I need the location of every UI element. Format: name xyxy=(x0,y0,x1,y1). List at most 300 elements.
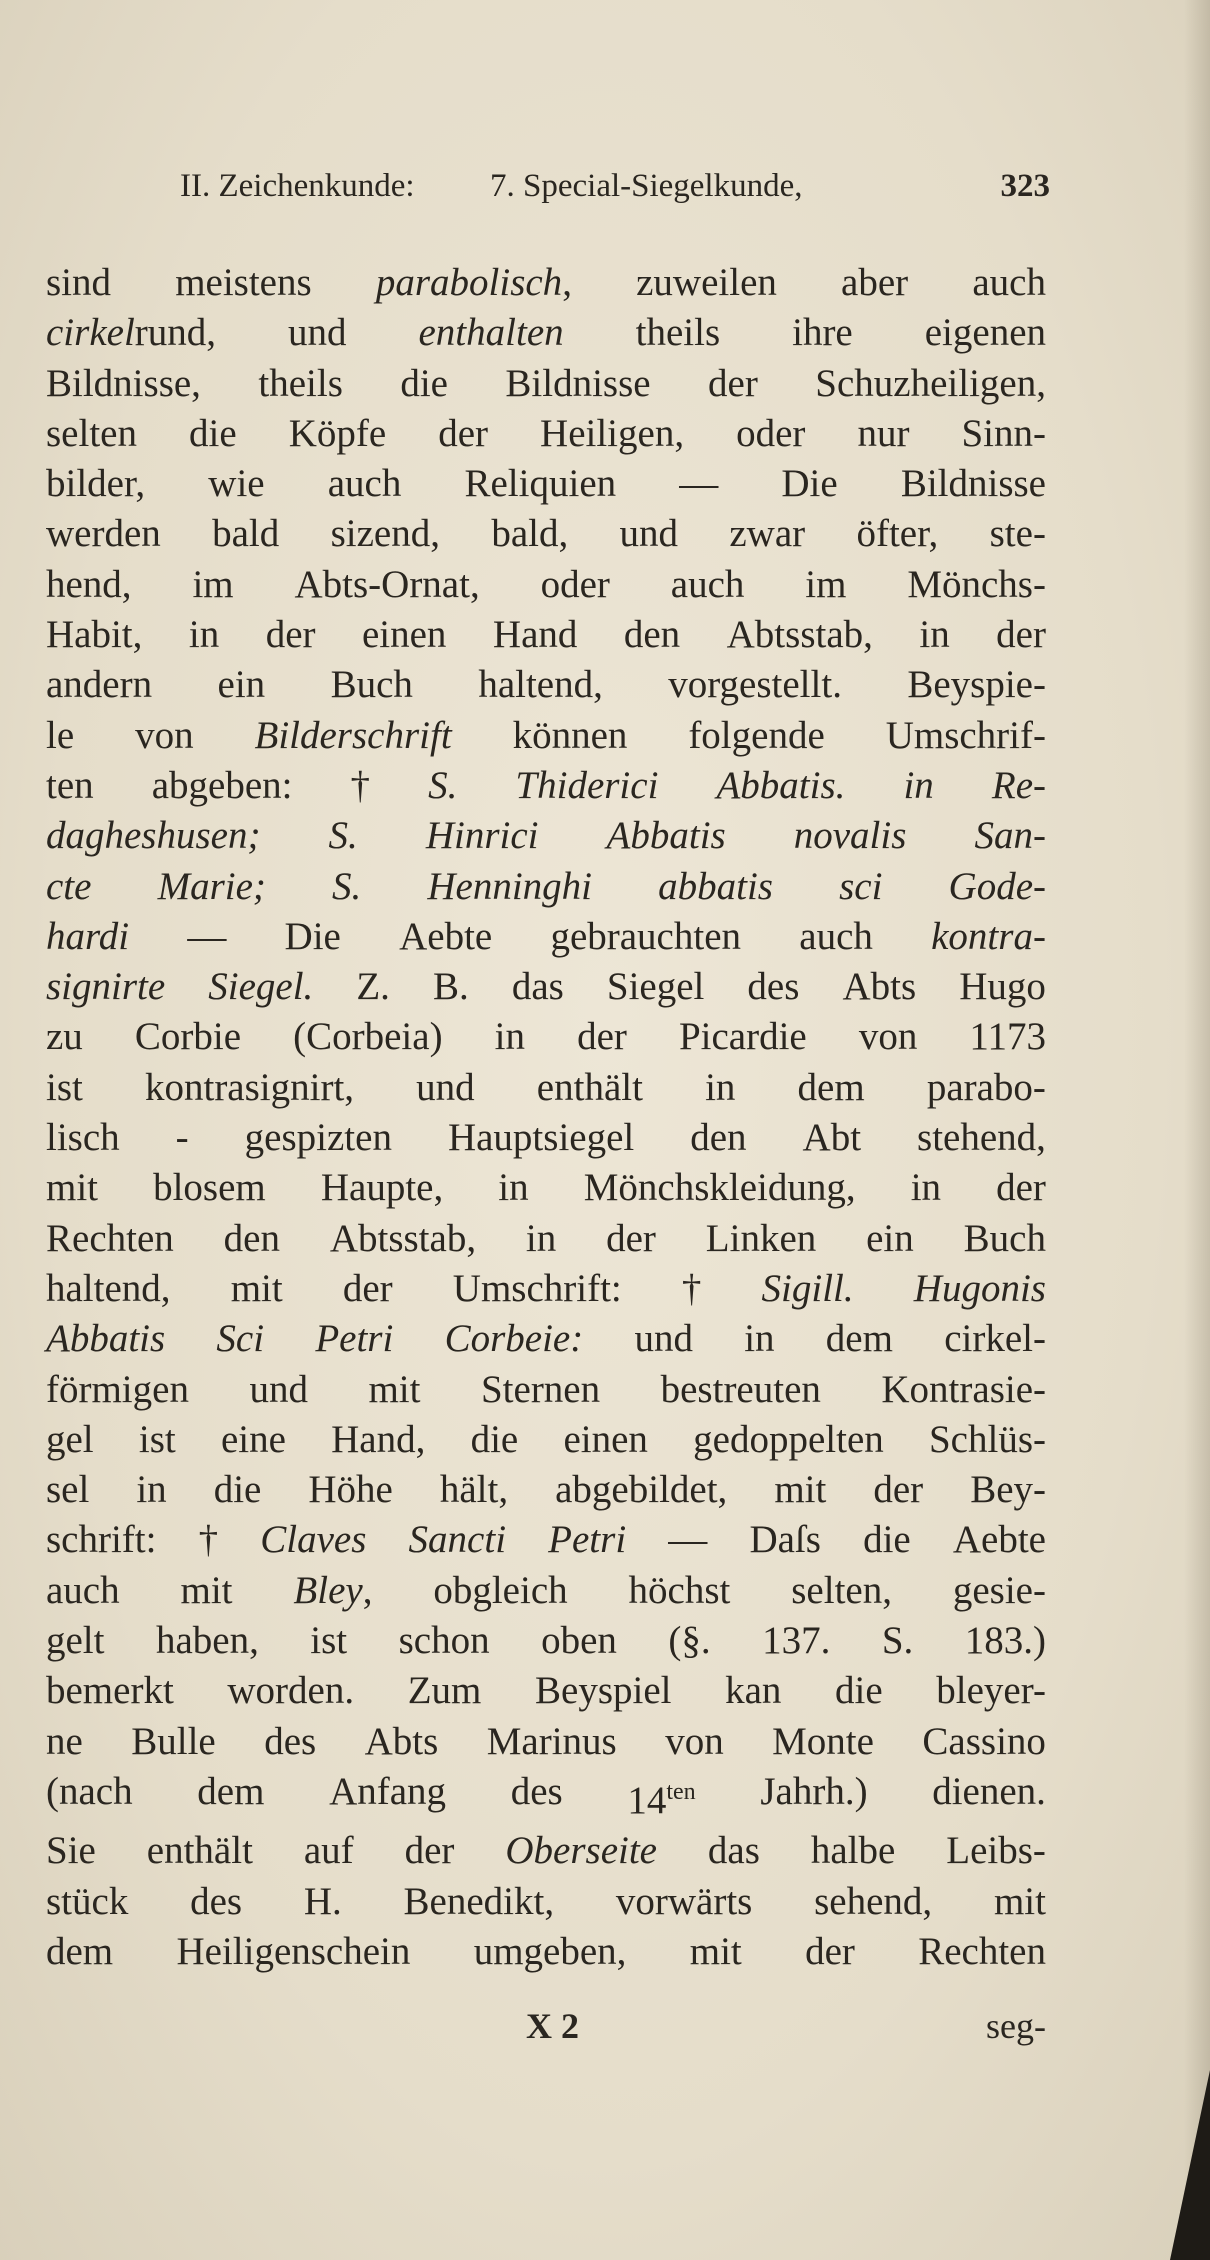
word xyxy=(264,1717,316,1767)
text-line xyxy=(46,660,1046,710)
word xyxy=(953,1515,1046,1565)
word-fragment: in xyxy=(188,613,220,657)
word-fragment: hardi xyxy=(46,914,130,958)
word xyxy=(331,660,413,710)
word-fragment: Siegel. xyxy=(208,965,314,1009)
word xyxy=(46,862,91,912)
word-fragment: ne xyxy=(46,1719,83,1763)
word-fragment: Abts xyxy=(364,1719,439,1763)
text-line xyxy=(46,258,1046,308)
word-fragment: Abtsstab, xyxy=(726,613,873,657)
word-fragment: stück xyxy=(46,1879,129,1923)
word xyxy=(791,1566,892,1616)
word xyxy=(487,1717,617,1767)
word xyxy=(922,1717,1046,1767)
word xyxy=(535,1666,671,1716)
word xyxy=(426,811,539,861)
word-fragment: Sinn- xyxy=(961,411,1046,455)
word xyxy=(708,359,758,409)
word-fragment: der xyxy=(996,613,1046,657)
dark-corner xyxy=(1170,2070,1210,2260)
word-fragment: und xyxy=(416,1065,475,1109)
word xyxy=(636,258,777,308)
word-fragment: den xyxy=(223,1216,280,1260)
word-fragment: hält, xyxy=(439,1468,509,1512)
word-fragment: rund, xyxy=(134,311,217,355)
word-fragment: sehend, xyxy=(814,1879,933,1923)
word-fragment: des xyxy=(190,1879,243,1923)
word-fragment: ein xyxy=(217,663,266,707)
word-fragment: zu xyxy=(46,1015,83,1059)
word-fragment: Heiligenschein xyxy=(176,1929,411,1973)
word-fragment: der xyxy=(404,1829,455,1873)
word xyxy=(929,1415,1046,1465)
word-fragment: , xyxy=(562,261,572,304)
word xyxy=(46,1826,96,1876)
word xyxy=(856,509,938,559)
word-fragment: einen xyxy=(361,613,447,657)
word-fragment: enthalten xyxy=(418,311,564,355)
word xyxy=(433,1566,567,1616)
word xyxy=(288,308,347,358)
word xyxy=(515,761,658,811)
word-fragment: abgebildet, xyxy=(555,1468,728,1512)
word xyxy=(471,1415,519,1465)
word-fragment: Sancti xyxy=(408,1518,507,1562)
word xyxy=(668,660,842,710)
header-subsection: 7. Special-Siegelkunde, xyxy=(490,168,803,204)
word xyxy=(627,1767,695,1826)
word-fragment: 14 xyxy=(627,1778,667,1822)
word-fragment: des xyxy=(264,1719,317,1763)
word xyxy=(792,308,853,358)
word-fragment: Bley xyxy=(293,1568,363,1612)
text-line xyxy=(46,711,1046,761)
word xyxy=(227,1666,354,1716)
word xyxy=(493,610,577,660)
word xyxy=(811,1826,895,1876)
word xyxy=(46,1616,104,1666)
word-fragment: Linken xyxy=(705,1216,817,1260)
word xyxy=(799,912,873,962)
word xyxy=(218,660,266,710)
word xyxy=(260,1515,366,1565)
word xyxy=(368,1365,420,1415)
word-fragment: Bildnisse, xyxy=(46,361,201,405)
word-fragment: werden xyxy=(46,512,161,556)
word xyxy=(212,509,279,559)
word-fragment: Die xyxy=(781,462,838,506)
word xyxy=(266,610,316,660)
word-fragment: ste- xyxy=(989,512,1046,556)
text-line xyxy=(46,811,1046,861)
word xyxy=(747,962,799,1012)
word xyxy=(665,1717,724,1767)
word-fragment: Zum xyxy=(407,1669,482,1713)
word-fragment: der xyxy=(708,361,758,405)
word xyxy=(474,1927,627,1977)
word-fragment: worden. xyxy=(227,1669,355,1713)
word-fragment: der xyxy=(606,1216,656,1260)
word xyxy=(841,258,908,308)
word-fragment: S. xyxy=(428,763,458,807)
text-line xyxy=(46,862,1046,912)
word xyxy=(404,1877,555,1927)
word xyxy=(176,1113,189,1163)
word-fragment: Schuzheiligen, xyxy=(815,361,1046,405)
word-fragment: San- xyxy=(974,814,1046,858)
word xyxy=(798,1063,865,1113)
word xyxy=(131,1717,216,1767)
body-text xyxy=(46,258,1046,1977)
text-line xyxy=(46,459,1046,509)
word-fragment: in xyxy=(525,1216,557,1260)
text-line xyxy=(46,1012,1046,1062)
word xyxy=(708,1826,760,1876)
word xyxy=(147,1826,253,1876)
word-fragment: Abts xyxy=(842,965,917,1009)
word xyxy=(705,1063,735,1113)
text-line xyxy=(46,359,1046,409)
text-line xyxy=(46,1515,1046,1565)
word-fragment: höchst xyxy=(628,1568,731,1612)
word xyxy=(343,1264,393,1314)
word xyxy=(399,1616,490,1666)
word-fragment: gedoppelten xyxy=(693,1417,884,1461)
word xyxy=(736,409,805,459)
word-fragment: sizend, xyxy=(330,512,440,556)
word xyxy=(329,811,358,861)
word-fragment: stehend, xyxy=(917,1116,1046,1160)
word-fragment: Petri xyxy=(548,1518,627,1562)
word xyxy=(285,912,341,962)
word-fragment: ist xyxy=(138,1417,176,1461)
word-fragment: Kontrasie- xyxy=(881,1367,1046,1411)
word-fragment: Hand, xyxy=(331,1417,426,1461)
header-section: II. Zeichenkunde: xyxy=(180,168,415,204)
word xyxy=(445,1314,584,1364)
word xyxy=(953,1566,1046,1616)
word xyxy=(682,1264,702,1314)
word-fragment: Bulle xyxy=(131,1719,216,1763)
word xyxy=(152,761,293,811)
word xyxy=(541,1616,617,1666)
word-fragment: Sternen xyxy=(480,1367,601,1411)
text-line xyxy=(46,1465,1046,1515)
word xyxy=(46,509,161,559)
word-fragment: Bilderschrift xyxy=(254,713,452,757)
word-fragment: die xyxy=(213,1468,262,1512)
text-line xyxy=(46,1826,1046,1876)
word-fragment: Gode- xyxy=(948,864,1046,908)
word-fragment: gel xyxy=(46,1417,94,1461)
word-fragment: abgeben: xyxy=(151,763,293,807)
word xyxy=(762,1264,854,1314)
word-fragment: Umschrift: xyxy=(452,1266,622,1310)
word xyxy=(46,1877,128,1927)
word xyxy=(907,660,1046,710)
word xyxy=(46,1927,113,1977)
text-line xyxy=(46,1927,1046,1977)
word-fragment: dienen. xyxy=(932,1769,1046,1813)
word-fragment: Die xyxy=(284,914,341,958)
word xyxy=(964,1214,1046,1264)
word xyxy=(255,711,452,761)
word-fragment: in xyxy=(903,763,934,807)
word-fragment: von xyxy=(665,1719,724,1763)
word-fragment: Sie xyxy=(46,1829,96,1873)
text-line xyxy=(46,1063,1046,1113)
word-fragment: Picardie xyxy=(678,1015,807,1059)
word-fragment: gelt xyxy=(46,1619,105,1663)
word xyxy=(46,660,152,710)
text-line xyxy=(46,912,1046,962)
word xyxy=(555,1465,727,1515)
word xyxy=(563,1415,647,1465)
word-fragment: Thiderici xyxy=(515,763,659,807)
word xyxy=(512,962,564,1012)
word xyxy=(690,1927,742,1977)
word xyxy=(438,409,488,459)
word xyxy=(46,1214,174,1264)
word-fragment: hend, xyxy=(46,562,132,606)
word xyxy=(481,1365,600,1415)
word xyxy=(46,1465,89,1515)
text-line xyxy=(46,1877,1046,1927)
word xyxy=(762,1616,830,1666)
text-line xyxy=(46,1767,1046,1826)
word xyxy=(716,761,845,811)
word-fragment: die xyxy=(189,411,237,455)
word-fragment: Re- xyxy=(991,763,1046,807)
word xyxy=(624,610,680,660)
word-fragment: auch xyxy=(327,462,402,506)
word xyxy=(914,1264,1046,1314)
word-fragment: Abts-Ornat, xyxy=(294,562,480,606)
word-fragment: zuweilen xyxy=(636,261,777,304)
word xyxy=(805,1927,855,1977)
word-fragment: der xyxy=(265,613,316,657)
word xyxy=(866,1214,914,1264)
word xyxy=(965,1616,1046,1666)
word-fragment: oben xyxy=(541,1619,617,1663)
word-fragment: Aebte xyxy=(399,914,493,958)
word-fragment: Abbatis. xyxy=(716,763,846,807)
word-fragment: mit xyxy=(46,1166,99,1210)
word-fragment: in xyxy=(494,1015,525,1059)
word-fragment: eigenen xyxy=(924,311,1046,355)
word-fragment: Monte xyxy=(772,1719,874,1763)
word xyxy=(927,1063,1046,1113)
word-fragment: Anfang xyxy=(329,1769,447,1813)
word-fragment: in xyxy=(136,1468,167,1512)
word-fragment: des xyxy=(747,965,800,1009)
word-fragment: Sci xyxy=(216,1317,265,1361)
word-fragment: Marie; xyxy=(157,864,266,908)
word-fragment: signirte xyxy=(46,965,166,1009)
word-fragment: Petri xyxy=(315,1317,394,1361)
word xyxy=(577,1012,627,1062)
word-fragment: oder xyxy=(540,562,610,606)
word xyxy=(321,1163,443,1213)
word xyxy=(427,862,592,912)
word xyxy=(46,1566,120,1616)
word xyxy=(46,761,94,811)
word xyxy=(537,1063,643,1113)
word xyxy=(859,1012,918,1062)
word-fragment: sind xyxy=(46,261,112,304)
word xyxy=(805,560,846,610)
word xyxy=(46,1113,120,1163)
word xyxy=(304,1877,342,1927)
word-fragment: den xyxy=(623,613,681,657)
word xyxy=(294,560,479,610)
word xyxy=(498,1163,528,1213)
word-fragment: dem xyxy=(797,1065,865,1109)
word-fragment: eine xyxy=(220,1417,286,1461)
word xyxy=(433,962,469,1012)
word-fragment: Abt xyxy=(802,1116,862,1160)
word xyxy=(907,560,1046,610)
word-fragment: Cassino xyxy=(922,1719,1046,1763)
word xyxy=(760,1767,867,1826)
word xyxy=(679,1012,807,1062)
word xyxy=(208,962,313,1012)
word xyxy=(919,610,949,660)
word-fragment: enthält xyxy=(536,1065,643,1109)
word-fragment: die xyxy=(835,1669,883,1713)
text-line xyxy=(46,1415,1046,1465)
word xyxy=(46,1163,98,1213)
word xyxy=(944,1314,1046,1364)
word-fragment: mit xyxy=(774,1468,827,1512)
word-fragment: ist xyxy=(310,1619,348,1663)
word-fragment: in xyxy=(705,1065,736,1109)
word xyxy=(882,1616,913,1666)
word xyxy=(46,1666,174,1716)
word-fragment: Rechten xyxy=(46,1216,174,1260)
word-fragment: die xyxy=(400,361,448,405)
word xyxy=(192,560,233,610)
word-fragment: H. xyxy=(303,1879,342,1923)
word-fragment: einen xyxy=(563,1417,648,1461)
word-fragment: sci xyxy=(839,864,883,908)
word xyxy=(46,811,260,861)
word-fragment: Heiligen, xyxy=(540,411,685,455)
word xyxy=(917,1113,1046,1163)
word xyxy=(513,711,628,761)
word-fragment: meistens xyxy=(175,261,312,304)
word xyxy=(310,1616,347,1666)
word-fragment: ihre xyxy=(792,311,853,355)
word xyxy=(932,1767,1046,1826)
word xyxy=(671,560,745,610)
word xyxy=(606,1214,656,1264)
word xyxy=(46,1515,156,1565)
word xyxy=(992,761,1046,811)
word xyxy=(774,1465,826,1515)
word-fragment: , xyxy=(362,1568,373,1612)
word xyxy=(46,560,132,610)
word-fragment: gesie- xyxy=(952,1568,1046,1612)
word xyxy=(815,359,1046,409)
word-fragment: Corbie xyxy=(134,1015,242,1059)
word-fragment: im xyxy=(805,562,847,606)
word-fragment: enthält xyxy=(146,1829,253,1873)
word-fragment: bestreuten xyxy=(660,1367,821,1411)
word xyxy=(136,1465,166,1515)
word-fragment: die xyxy=(470,1417,519,1461)
word-fragment: Hugo xyxy=(959,965,1046,1009)
word-fragment: Höhe xyxy=(308,1468,393,1512)
word-fragment: Buch xyxy=(330,663,413,707)
word xyxy=(495,1012,525,1062)
word-fragment: Mönchs- xyxy=(907,562,1046,606)
text-line xyxy=(46,308,1046,358)
word xyxy=(936,1666,1046,1716)
word xyxy=(636,308,721,358)
word-fragment: kontra- xyxy=(931,914,1046,958)
word-fragment: haben, xyxy=(155,1619,259,1663)
word xyxy=(857,409,909,459)
word xyxy=(46,1012,83,1062)
word xyxy=(216,1314,264,1364)
word-fragment: ist xyxy=(46,1065,83,1109)
word-fragment: bemerkt xyxy=(46,1669,174,1713)
word xyxy=(972,258,1046,308)
word-fragment: Marinus xyxy=(486,1719,617,1763)
word-fragment: Henninghi xyxy=(427,864,593,908)
word xyxy=(189,409,237,459)
word xyxy=(46,1063,83,1113)
word xyxy=(946,1826,1046,1876)
word-fragment: Köpfe xyxy=(288,411,387,455)
word xyxy=(969,1012,1046,1062)
word-fragment: der xyxy=(873,1468,924,1512)
word-fragment: aber xyxy=(841,261,909,304)
word-fragment: dem xyxy=(825,1317,893,1361)
word-fragment: Abbatis xyxy=(46,1317,166,1361)
word xyxy=(959,962,1046,1012)
word xyxy=(881,1365,1046,1415)
word xyxy=(464,459,616,509)
word xyxy=(994,1877,1046,1927)
word xyxy=(139,1415,176,1465)
word-fragment: Oberseite xyxy=(505,1829,657,1873)
word xyxy=(629,1566,731,1616)
word xyxy=(693,1415,884,1465)
word xyxy=(541,560,610,610)
word-fragment: dem xyxy=(46,1929,114,1973)
word-fragment: auch xyxy=(46,1568,120,1612)
word-fragment: dagheshusen; xyxy=(46,814,261,858)
word xyxy=(863,1515,911,1565)
word-fragment: S. xyxy=(328,814,358,858)
word xyxy=(400,359,448,409)
word xyxy=(46,1314,165,1364)
word xyxy=(308,1465,392,1515)
word-fragment: können xyxy=(512,713,628,757)
word-fragment: mit xyxy=(230,1266,283,1310)
word xyxy=(548,1515,626,1565)
word xyxy=(794,811,907,861)
word xyxy=(781,459,837,509)
word xyxy=(330,1214,476,1264)
word xyxy=(46,1264,171,1314)
word-fragment: bald xyxy=(212,512,280,556)
word xyxy=(356,962,390,1012)
word-fragment: Leibs- xyxy=(946,1829,1046,1873)
